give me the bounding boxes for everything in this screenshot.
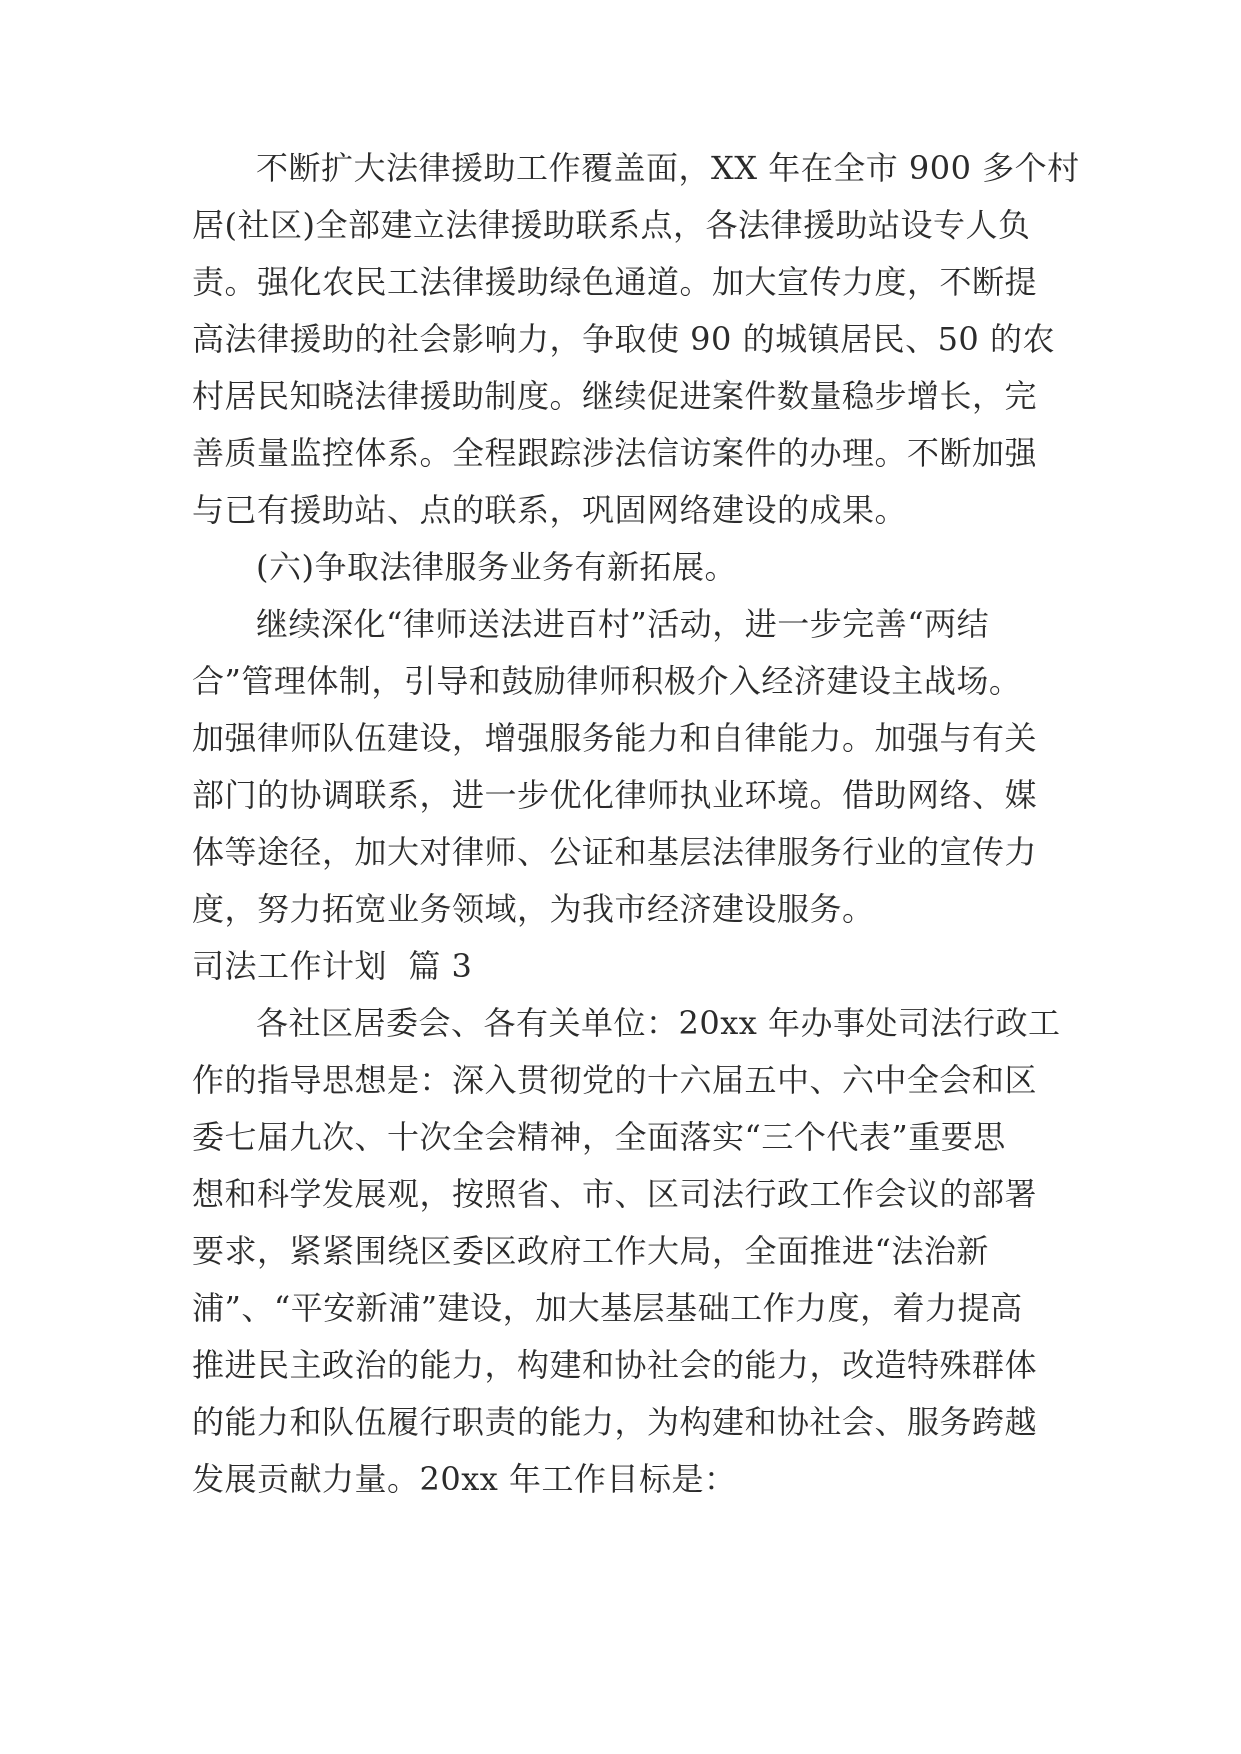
paragraph-line: 推进民主政治的能力，构建和协社会的能力，改造特殊群体 — [192, 1346, 1038, 1384]
paragraph-line: 浦”、“平安新浦”建设，加大基层基础工作力度，着力提高 — [192, 1289, 1023, 1327]
paragraph-line: 与已有援助站、点的联系，巩固网络建设的成果。 — [192, 491, 908, 529]
paragraph-line: 的能力和队伍履行职责的能力，为构建和协社会、服务跨越 — [192, 1403, 1038, 1441]
paragraph-line: 继续深化“律师送法进百村”活动，进一步完善“两结 — [256, 605, 990, 643]
paragraph-line: 各社区居委会、各有关单位：20xx 年办事处司法行政工 — [256, 1004, 1061, 1042]
paragraph-line: 村居民知晓法律援助制度。继续促进案件数量稳步增长，完 — [192, 377, 1038, 415]
paragraph-line: 作的指导思想是：深入贯彻党的十六届五中、六中全会和区 — [192, 1061, 1038, 1099]
paragraph-line: 想和科学发展观，按照省、市、区司法行政工作会议的部署 — [192, 1175, 1038, 1213]
paragraph-line: 居(社区)全部建立法律援助联系点，各法律援助站设专人负 — [192, 206, 1031, 244]
paragraph-line: 部门的协调联系，进一步优化律师执业环境。借助网络、媒 — [192, 776, 1038, 814]
paragraph-line: 度，努力拓宽业务领域，为我市经济建设服务。 — [192, 890, 875, 928]
document-body — [192, 0, 1080, 1754]
paragraph-line: 不断扩大法律援助工作覆盖面，XX 年在全市 900 多个村 — [256, 149, 1080, 187]
section-heading: (六)争取法律服务业务有新拓展。 — [256, 548, 737, 586]
paragraph-line: 合”管理体制，引导和鼓励律师积极介入经济建设主战场。 — [192, 662, 1022, 700]
paragraph-line: 加强律师队伍建设，增强服务能力和自律能力。加强与有关 — [192, 719, 1038, 757]
paragraph-line: 善质量监控体系。全程跟踪涉法信访案件的办理。不断加强 — [192, 434, 1038, 472]
paragraph-line: 体等途径，加大对律师、公证和基层法律服务行业的宣传力 — [192, 833, 1038, 871]
paragraph-line: 责。强化农民工法律援助绿色通道。加大宣传力度，不断提 — [192, 263, 1038, 301]
paragraph-line: 要求，紧紧围绕区委区政府工作大局，全面推进“法治新 — [192, 1232, 989, 1270]
paragraph-line: 委七届九次、十次全会精神，全面落实“三个代表”重要思 — [192, 1118, 1006, 1156]
article-title: 司法工作计划 篇 3 — [192, 947, 473, 985]
paragraph-line: 高法律援助的社会影响力，争取使 90 的城镇居民、50 的农 — [192, 320, 1055, 358]
paragraph-line: 发展贡献力量。20xx 年工作目标是： — [192, 1460, 737, 1498]
